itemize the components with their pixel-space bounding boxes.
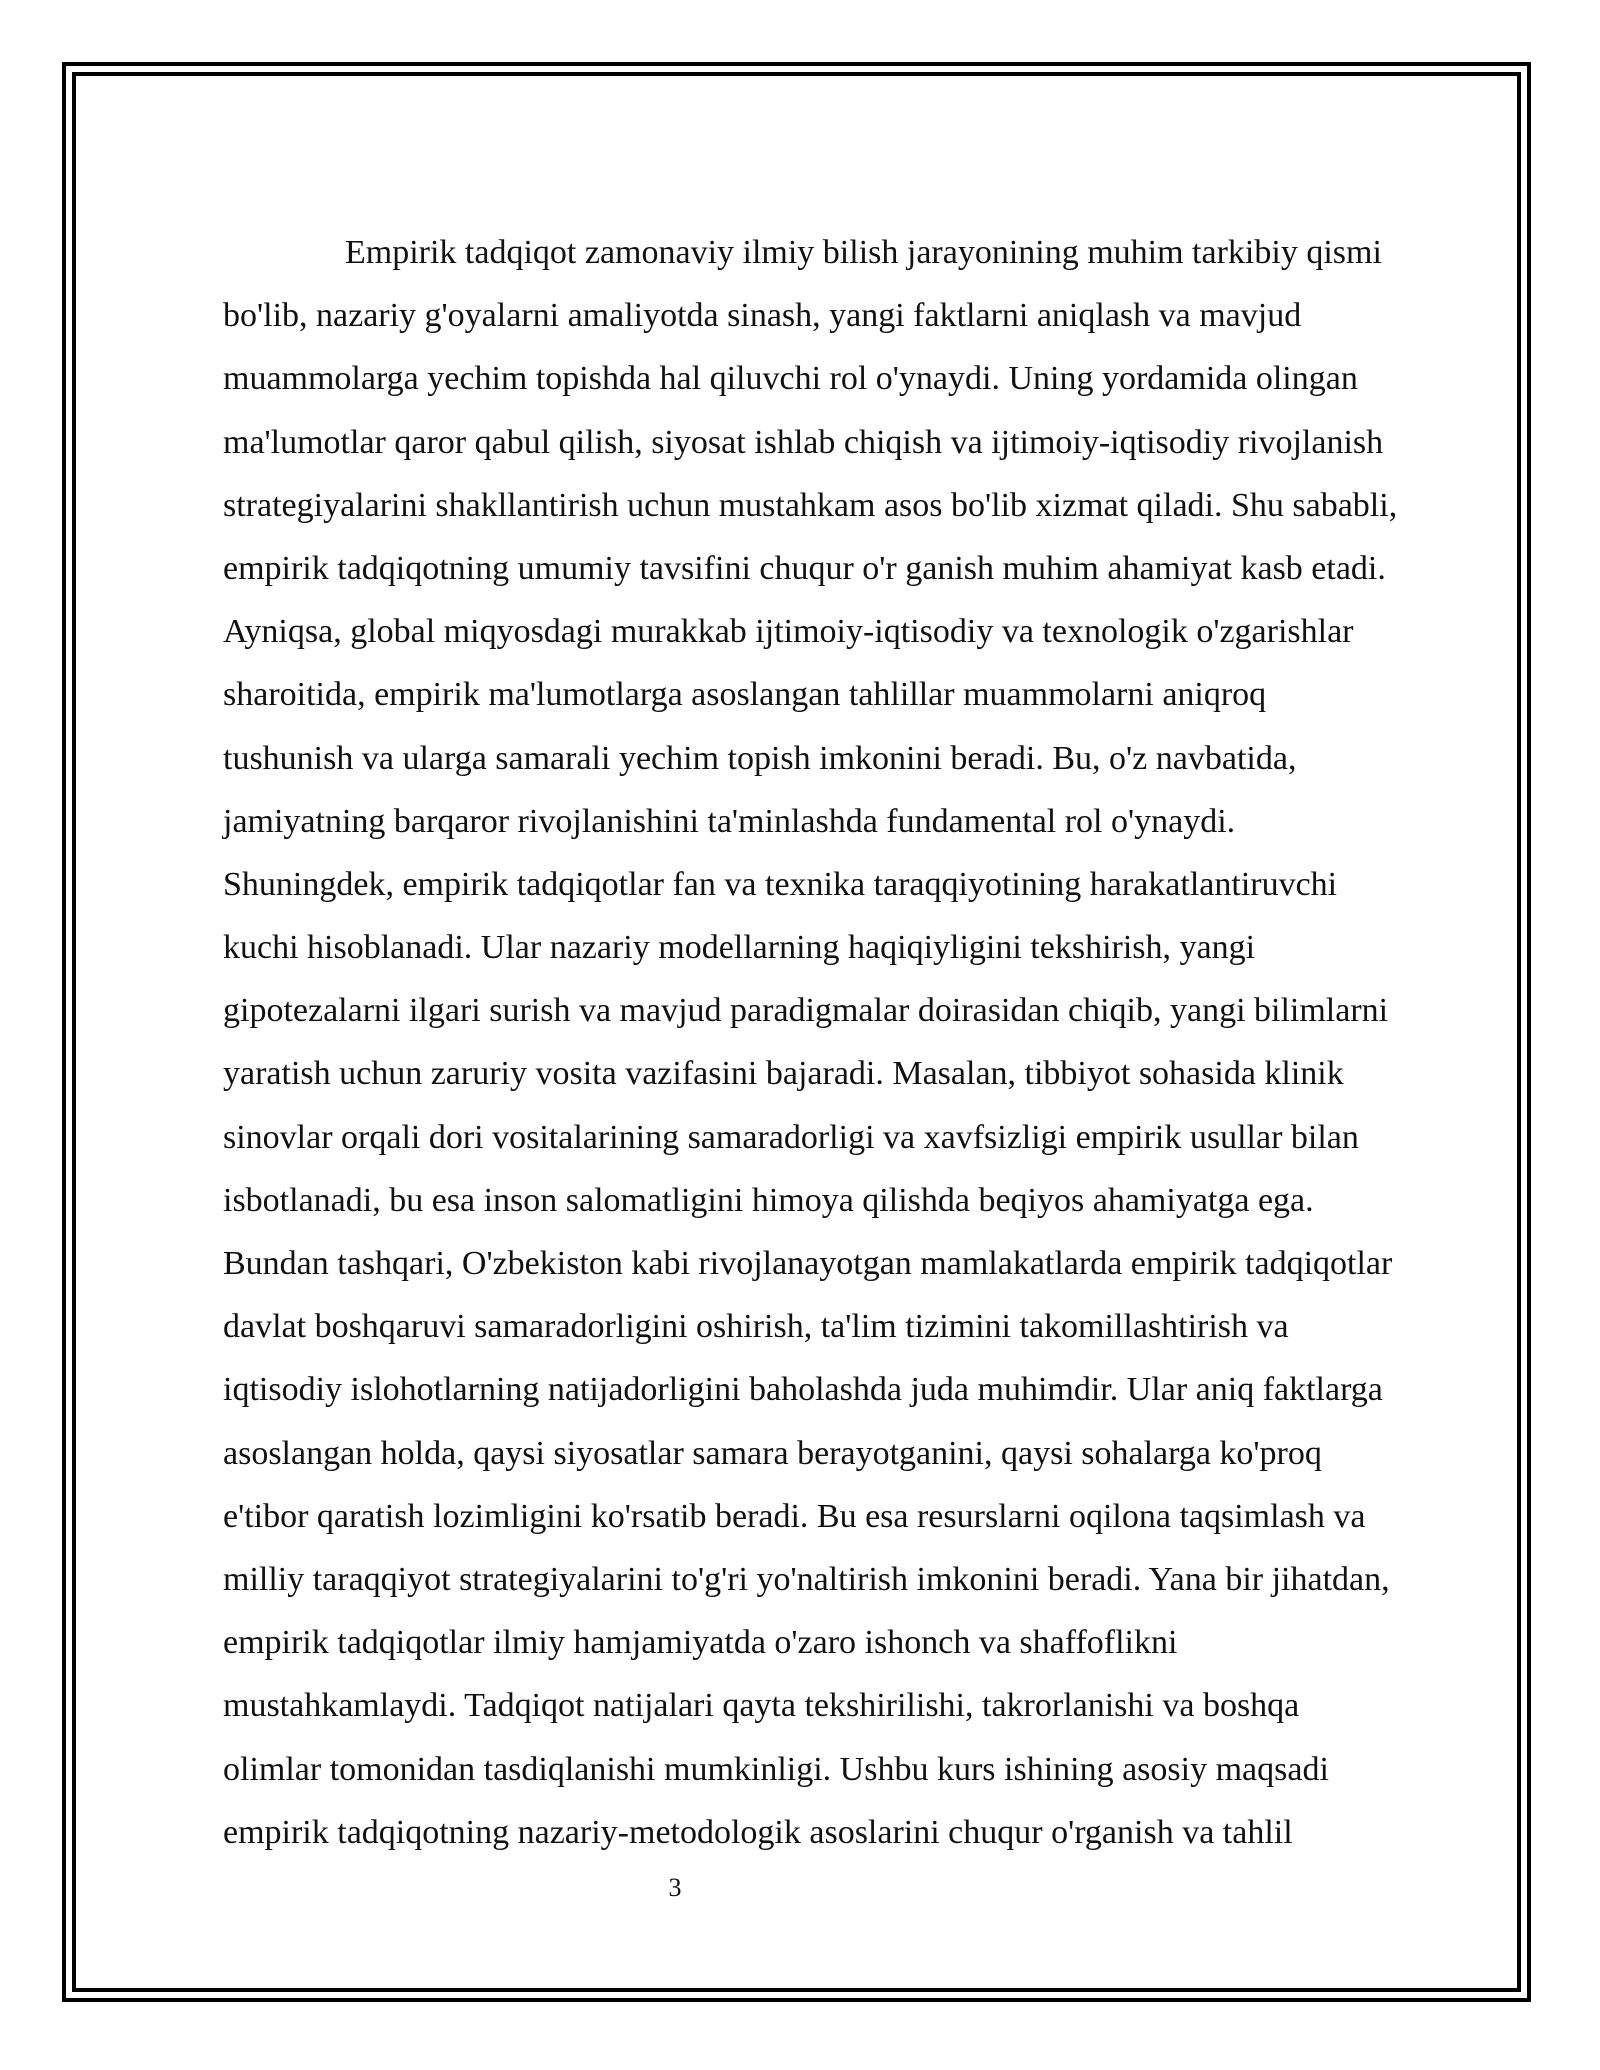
text-line: milliy taraqqiyot strategiyalarini to'g'ri yo'naltirish imkonini beradi. Yana bir jihatdan, [223,1560,1390,1598]
text-line: bo'lib, nazariy g'oyalarni amaliyotda sinash, yangi faktlarni aniqlash va mavjud [223,297,1302,335]
text-line: asoslangan holda, qaysi siyosatlar samara berayotganini, qaysi sohalarga ko'proq [223,1434,1322,1472]
page-number: 3 [668,1873,682,1902]
text-line: Shuningdek, empirik tadqiqotlar fan va texnika taraqqiyotining harakatlantiruvchi [223,865,1338,903]
body-paragraph [223,221,1493,1864]
text-line: empirik tadqiqotning umumiy tavsifini chuqur o'r ganish muhim ahamiyat kasb etadi. [223,549,1386,587]
text-line: tushunish va ularga samarali yechim topish imkonini beradi. Bu, o'z navbatida, [223,739,1297,777]
text-line: isbotlanadi, bu esa inson salomatligini himoya qilishda beqiyos ahamiyatga ega. [223,1181,1314,1219]
text-line: davlat boshqaruvi samaradorligini oshirish, ta'lim tizimini takomillashtirish va [223,1308,1289,1346]
text-line: iqtisodiy islohotlarning natijadorligini baholashda juda muhimdir. Ular aniq faktlarga [223,1371,1383,1409]
text-line: Empirik tadqiqot zamonaviy ilmiy bilish jarayonining muhim tarkibiy qismi [345,234,1382,271]
text-line: Bundan tashqari, O'zbekiston kabi rivojlanayotgan mamlakatlarda empirik tadqiqotlar [223,1245,1393,1282]
text-line: sinovlar orqali dori vositalarining samaradorligi va xavfsizligi empirik usullar bilan [223,1118,1359,1156]
text-line: gipotezalarni ilgari surish va mavjud paradigmalar doirasidan chiqib, yangi bilimlarni [223,992,1389,1030]
text-line: yaratish uchun zaruriy vosita vazifasini bajaradi. Masalan, tibbiyot sohasida klinik [223,1055,1344,1093]
text-line: muammolarga yechim topishda hal qiluvchi rol o'ynaydi. Uning yordamida olingan [223,360,1358,398]
text-line: sharoitida, empirik ma'lumotlarga asoslangan tahlillar muammolarni aniqroq [223,676,1267,714]
text-line: Ayniqsa, global miqyosdagi murakkab ijtimoiy-iqtisodiy va texnologik o'zgarishlar [223,613,1354,651]
text-line: mustahkamlaydi. Tadqiqot natijalari qayta tekshirilishi, takrorlanishi va boshqa [223,1687,1300,1725]
text-line: jamiyatning barqaror rivojlanishini ta'minlashda fundamental rol o'ynaydi. [223,802,1236,840]
text-line: e'tibor qaratish lozimligini ko'rsatib beradi. Bu esa resurslarni oqilona taqsimlash va [223,1497,1366,1535]
text-line: strategiyalarini shakllantirish uchun mustahkam asos bo'lib xizmat qiladi. Shu sababli, [223,486,1398,524]
text-line: empirik tadqiqotning nazariy-metodologik asoslarini chuqur o'rganish va tahlil [223,1813,1293,1851]
text-line: olimlar tomonidan tasdiqlanishi mumkinligi. Ushbu kurs ishining asosiy maqsadi [223,1750,1329,1788]
text-line: empirik tadqiqotlar ilmiy hamjamiyatda o'zaro ishonch va shaffoflikni [223,1624,1178,1662]
text-line: ma'lumotlar qaror qabul qilish, siyosat ishlab chiqish va ijtimoiy-iqtisodiy rivojlanish [223,423,1384,461]
text-line: kuchi hisoblanadi. Ular nazariy modellarning haqiqiyligini tekshirish, yangi [223,929,1256,967]
